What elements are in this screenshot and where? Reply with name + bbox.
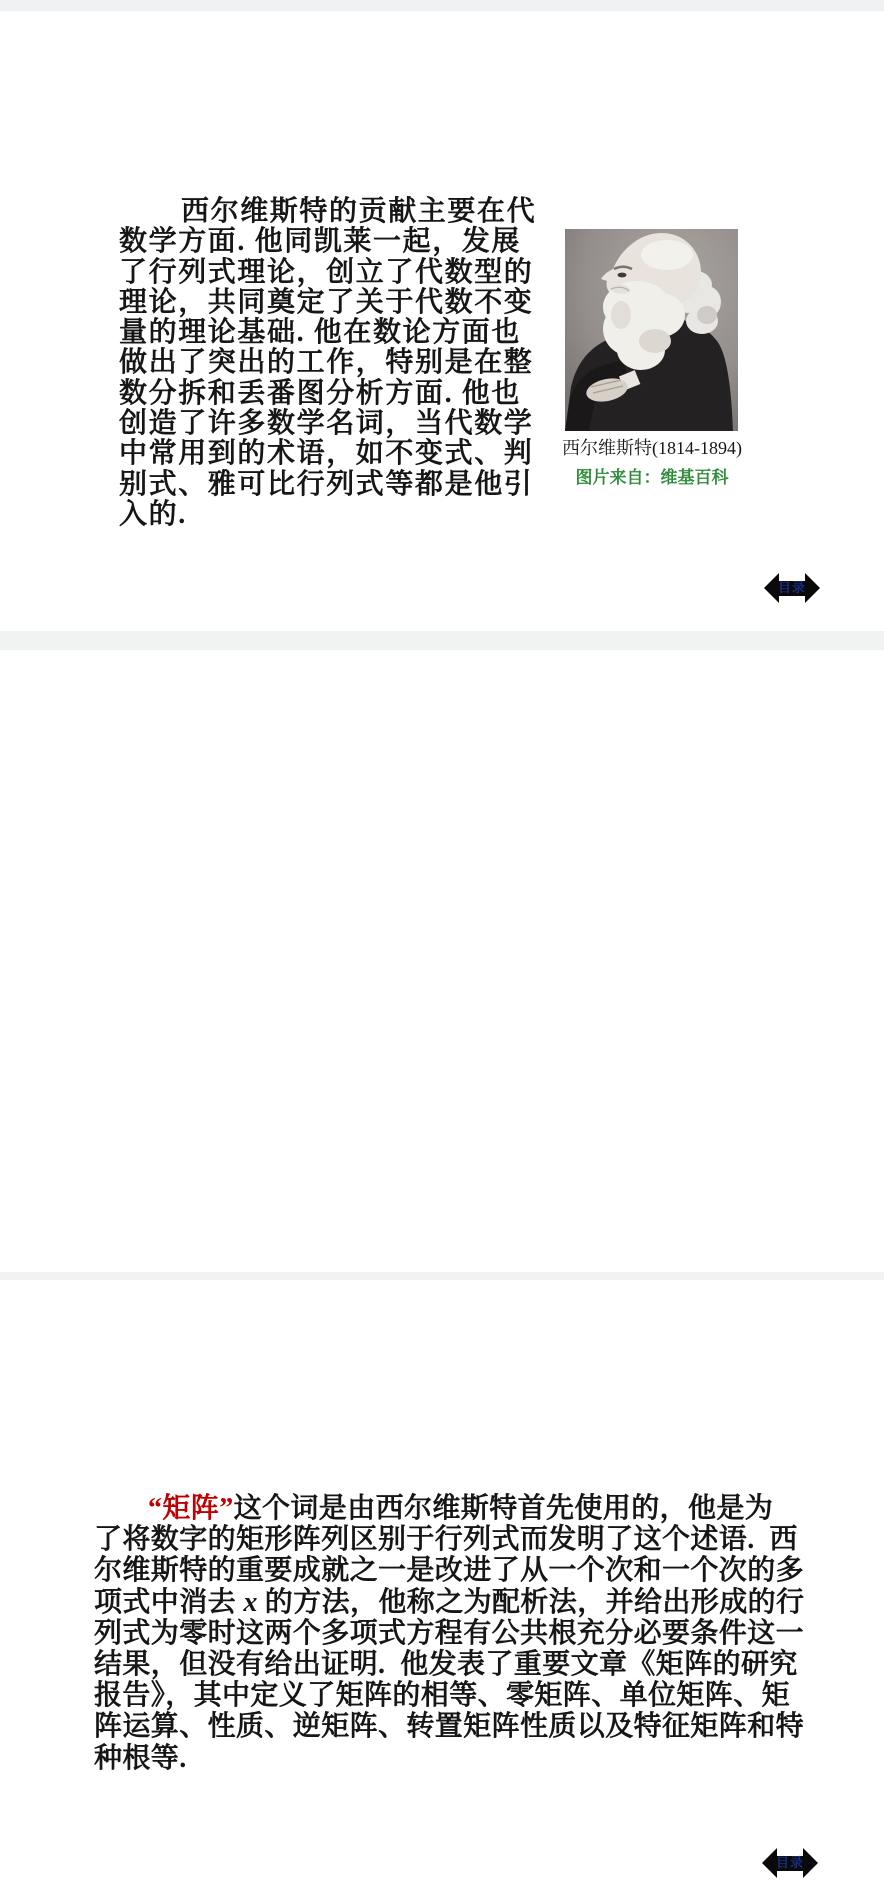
paragraph-text: 这个词是由西尔维斯特首先使用的，他是为 (233, 1493, 774, 1524)
slide-1 (0, 11, 884, 631)
paragraph-line: 数分拆和丢番图分析方面. 他也 (119, 377, 522, 409)
nav-toc-label: 目录 (777, 580, 806, 595)
photo-caption: 西尔维斯特(1814-1894) (562, 438, 742, 458)
paragraph-line: 中常用到的术语，如不变式、判 (119, 438, 534, 470)
photo-caption-block (549, 437, 755, 488)
nav-toc-button[interactable] (764, 571, 820, 605)
paragraph-line: 尔维斯特的重要成就之一是改进了从一个次和一个次的多 (94, 1555, 805, 1587)
paragraph-line: 列式为零时这两个多项式方程有公共根充分必要条件这一 (94, 1617, 805, 1649)
nav-toc-button[interactable] (762, 1846, 818, 1880)
paragraph-line: 做出了突出的工作，特别是在整 (119, 347, 534, 379)
paragraph-line: 量的理论基础. 他在数论方面也 (119, 317, 522, 349)
photo-credit: 图片来自：维基百科 (575, 468, 729, 487)
paragraph-line: 创造了许多数学名词，当代数学 (119, 408, 534, 440)
slide2-paragraph (94, 1493, 805, 1774)
nav-toc-label: 目录 (775, 1855, 804, 1870)
paragraph-line: 了将数字的矩形阵列区别于行列式而发明了这个述语. 西 (94, 1524, 798, 1556)
page-gap-top (0, 0, 884, 11)
paragraph-line: 了行列式理论，创立了代数型的 (119, 256, 534, 288)
paragraph-line: 结果，但没有给出证明. 他发表了重要文章《矩阵的研究 (94, 1649, 798, 1681)
paragraph-line: 理论，共同奠定了关于代数不变 (119, 286, 534, 318)
paragraph-text: 的方法，他称之为配析法，并给出形成的行 (257, 1586, 805, 1618)
highlighted-term: “矩阵” (148, 1493, 234, 1524)
paragraph-line: 阵运算、性质、逆矩阵、转置矩阵性质以及特征矩阵和特 (94, 1711, 805, 1743)
page-gap-bottom (0, 1272, 884, 1280)
sylvester-portrait-photo (565, 229, 738, 431)
paragraph-text: 项式中消去 (94, 1586, 244, 1618)
paragraph-line: 别式、雅可比行列式等都是他引 (119, 468, 534, 500)
math-variable-x: x (243, 1586, 258, 1618)
paragraph-line: 报告》，其中定义了矩阵的相等、零矩阵、单位矩阵、矩 (94, 1680, 791, 1712)
slide-2 (0, 650, 884, 1870)
paragraph-line (94, 1493, 774, 1524)
paragraph-line: 数学方面. 他同凯莱一起，发展 (119, 226, 522, 258)
page-gap-divider (0, 631, 884, 650)
paragraph-line: 入的. (119, 498, 187, 530)
paragraph-line (94, 1586, 805, 1618)
portrait-photo (565, 229, 738, 431)
paragraph-line: 种根等. (94, 1742, 187, 1774)
paragraph-line: 西尔维斯特的贡献主要在代 (181, 196, 537, 227)
slide1-paragraph (119, 197, 555, 530)
